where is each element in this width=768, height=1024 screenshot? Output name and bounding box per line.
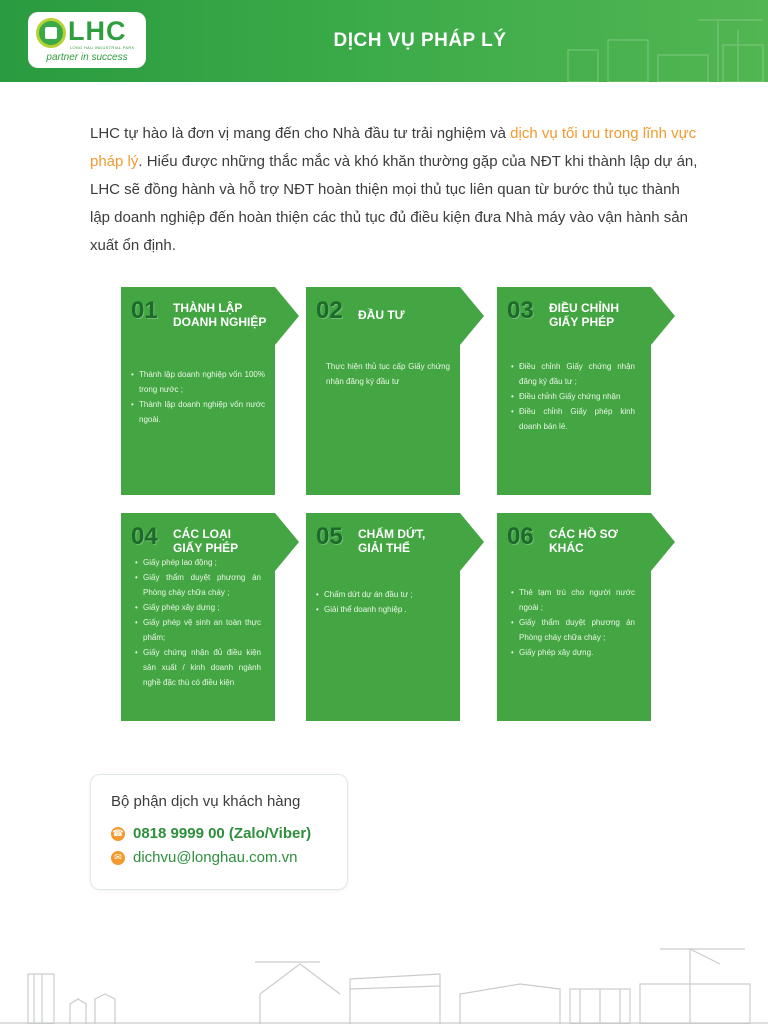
- card-list-item: • Thẻ tạm trú cho người nước ngoài ;: [511, 585, 635, 615]
- service-card-02: [306, 287, 460, 495]
- intro-text-part2: . Hiểu được những thắc mắc và khó khăn thường gặp của NĐT khi thành lập dự án, LHC sẽ đồng hành và hỗ trợ NĐT hoàn thiện mọi thủ tục liên quan từ bước thủ tục thành lập doanh nghiệp đến hoàn thiện các thủ tục đủ điều kiện đưa Nhà máy vào vận hành sản xuất ổn định.: [90, 153, 698, 254]
- service-card-04: [121, 513, 275, 721]
- card-title: ĐẦU TƯ: [358, 308, 405, 322]
- card-list-item: • Giấy phép xây dựng ;: [135, 600, 261, 615]
- card-arrow-icon: [460, 287, 484, 345]
- logo-tagline: partner in success: [46, 52, 128, 63]
- card-number: 04: [131, 523, 158, 550]
- card-list-item: • Giấy thẩm duyệt phương án Phòng cháy chữa cháy ;: [135, 570, 261, 600]
- card-list-item: • Điều chỉnh Giấy chứng nhận đăng ký đầu tư ;: [511, 359, 635, 389]
- card-text: Thực hiện thủ tục cấp Giấy chứng nhận đăng ký đầu tư: [326, 362, 450, 386]
- logo-subtext: LONG HAU INDUSTRIAL PARK: [70, 45, 135, 50]
- card-title: ĐIỀU CHỈNH GIẤY PHÉP: [549, 301, 620, 329]
- card-list-item: • Giấy phép vệ sinh an toàn thực phẩm;: [135, 615, 261, 645]
- logo-icon: [36, 18, 66, 48]
- card-list-item: • Giải thể doanh nghiệp .: [316, 602, 450, 617]
- card-list-item: • Giấy chứng nhận đủ điều kiện sản xuất / kinh doanh ngành nghề đặc thù có điều kiện: [135, 645, 261, 690]
- card-number: 02: [316, 297, 343, 324]
- card-title: THÀNH LẬP DOANH NGHIỆP: [173, 301, 267, 329]
- card-title: CÁC LOẠI GIẤY PHÉP: [173, 527, 239, 555]
- header-banner: [0, 0, 768, 82]
- skyline-decoration: [548, 0, 768, 82]
- logo-text: LHC: [68, 16, 127, 46]
- service-card-06: [497, 513, 651, 721]
- card-number: 05: [316, 523, 343, 550]
- card-list-item: • Giấy thẩm duyệt phương án Phòng cháy chữa cháy ;: [511, 615, 635, 645]
- contact-phone[interactable]: 0818 9999 00 (Zalo/Viber): [133, 825, 312, 842]
- card-arrow-icon: [651, 287, 675, 345]
- card-list-item: • Điều chỉnh Giấy chứng nhận: [511, 389, 635, 404]
- card-list-item: • Giấy phép xây dựng.: [511, 645, 635, 660]
- card-list-item: • Giấy phép lao động ;: [135, 555, 261, 570]
- footer-skyline-decoration: [0, 944, 768, 1024]
- card-arrow-icon: [275, 513, 299, 571]
- card-number: 01: [131, 297, 158, 324]
- card-list-item: • Thành lập doanh nghiệp vốn 100% trong nước ;: [131, 367, 265, 397]
- card-list-item: • Chấm dứt dự án đầu tư ;: [316, 587, 450, 602]
- contact-phone-row[interactable]: [111, 825, 311, 842]
- phone-icon: ☎: [111, 827, 125, 841]
- contact-box: [90, 774, 348, 890]
- contact-title: Bộ phận dịch vụ khách hàng: [111, 793, 301, 810]
- intro-highlight: dịch vụ tối ưu trong lĩnh vực pháp lý: [90, 125, 697, 170]
- card-number: 06: [507, 523, 534, 550]
- service-card-01: [121, 287, 275, 495]
- page-title: DỊCH VỤ PHÁP LÝ: [333, 30, 507, 51]
- contact-email-row[interactable]: [111, 849, 298, 866]
- card-title: CHẤM DỨT, GIẢI THỂ: [358, 527, 426, 555]
- card-list-item: • Thành lập doanh nghiệp vốn nước ngoài.: [131, 397, 265, 427]
- intro-paragraph: [90, 120, 700, 260]
- card-arrow-icon: [275, 287, 299, 345]
- card-arrow-icon: [651, 513, 675, 571]
- card-list-item: • Điều chỉnh Giấy phép kinh doanh bán lẻ.: [511, 404, 635, 434]
- card-number: 03: [507, 297, 534, 324]
- service-card-05: [306, 513, 460, 721]
- service-card-03: [497, 287, 651, 495]
- email-icon: ✉: [111, 851, 125, 865]
- card-arrow-icon: [460, 513, 484, 571]
- contact-email[interactable]: dichvu@longhau.com.vn: [133, 849, 298, 866]
- card-title: CÁC HỒ SƠ KHÁC: [549, 527, 618, 555]
- intro-text-part1: LHC tự hào là đơn vị mang đến cho Nhà đầu tư trải nghiệm và: [90, 125, 511, 142]
- company-logo[interactable]: [28, 12, 146, 68]
